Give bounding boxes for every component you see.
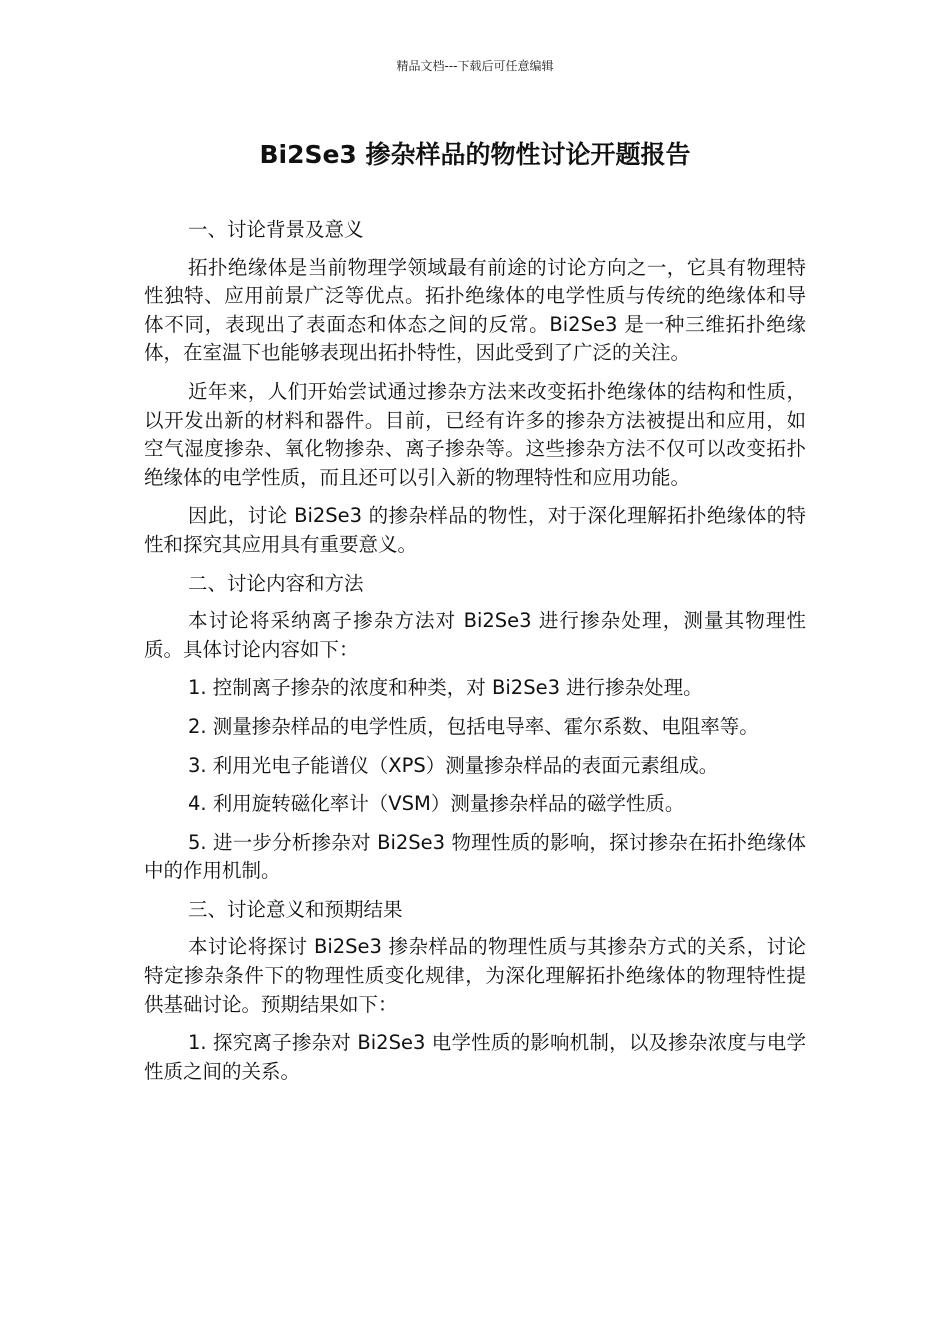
list-item: 2. 测量掺杂样品的电学性质，包括电导率、霍尔系数、电阻率等。 [188,714,759,738]
section-heading-significance-results: 三、讨论意义和预期结果 [188,897,403,921]
list-item: 1. 探究离子掺杂对 Bi2Se3 电学性质的影响机制，以及掺杂浓度与电学性质之间的关系。 [144,1031,806,1083]
paragraph: 因此，讨论 Bi2Se3 的掺杂样品的物性，对于深化理解拓扑绝缘体的特性和探究其应用具有重要意义。 [144,504,806,556]
paragraph: 拓扑绝缘体是当前物理学领域最有前途的讨论方向之一，它具有物理特性独特、应用前景广泛等优点。拓扑绝缘体的电学性质与传统的绝缘体和导体不同，表现出了表面态和体态之间的反常。Bi2Se3 是一种三维拓扑绝缘体，在室温下也能够表现出拓扑特性，因此受到了广泛的关注。 [144,255,806,365]
header-note: 精品文档---下载后可任意编辑 [396,59,554,73]
document-title: Bi2Se3 掺杂样品的物性讨论开题报告 [259,140,691,169]
list-item: 4. 利用旋转磁化率计（VSM）测量掺杂样品的磁学性质。 [188,792,685,816]
paragraph: 本讨论将采纳离子掺杂方法对 Bi2Se3 进行掺杂处理，测量其物理性质。具体讨论内容如下： [144,609,806,661]
list-item: 5. 进一步分析掺杂对 Bi2Se3 物理性质的影响，探讨掺杂在拓扑绝缘体中的作用机制。 [144,830,806,883]
section-heading-content-methods: 二、讨论内容和方法 [188,571,364,595]
paragraph: 本讨论将探讨 Bi2Se3 掺杂样品的物理性质与其掺杂方式的关系，讨论特定掺杂条件下的物理性质变化规律，为深化理解拓扑绝缘体的物理特性提供基础讨论。预期结果如下： [144,935,806,1016]
paragraph: 近年来，人们开始尝试通过掺杂方法来改变拓扑绝缘体的结构和性质，以开发出新的材料和器件。目前，已经有许多的掺杂方法被提出和应用，如空气湿度掺杂、氧化物掺杂、离子掺杂等。这些掺杂方法不仅可以改变拓扑绝缘体的电学性质，而且还可以引入新的物理特性和应用功能。 [144,379,806,489]
list-item: 3. 利用光电子能谱仪（XPS）测量掺杂样品的表面元素组成。 [188,753,719,777]
list-item: 1. 控制离子掺杂的浓度和种类，对 Bi2Se3 进行掺杂处理。 [188,676,703,700]
document-body [144,216,806,1096]
section-heading-background: 一、讨论背景及意义 [188,218,364,241]
